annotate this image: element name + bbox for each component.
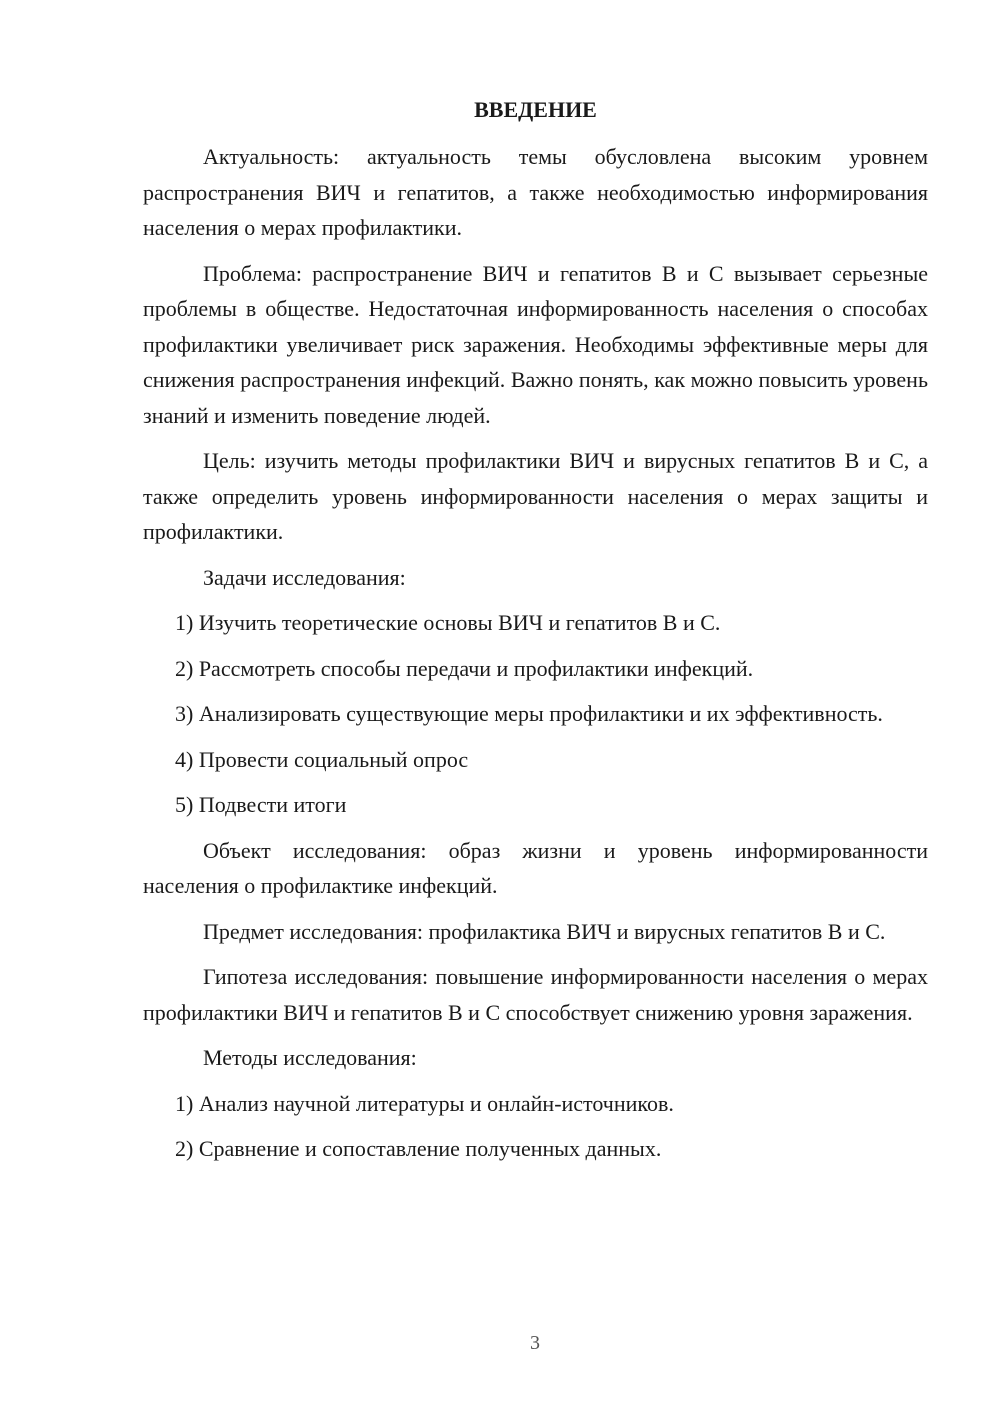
paragraph-goal: Цель: изучить методы профилактики ВИЧ и вирусных гепатитов B и C, а также определить уровень информированности населения о мерах защиты и профилактики. (143, 448, 928, 544)
task-item-5: 5) Подвести итоги (175, 792, 347, 817)
methods-title: Методы исследования: (203, 1045, 417, 1070)
page-number: 3 (530, 1332, 540, 1354)
page-title: ВВЕДЕНИЕ (474, 97, 597, 122)
paragraph-problem: Проблема: распространение ВИЧ и гепатитов B и C вызывает серьезные проблемы в обществе. Недостаточная информированность населения о способах профилактики увеличивает риск заражения. Необходимы эффективные меры для снижения распространения инфекций. Важно понять, как можно повысить уровень знаний и изменить поведение людей. (143, 260, 928, 428)
task-item-1: 1) Изучить теоретические основы ВИЧ и гепатитов B и C. (175, 610, 721, 635)
method-item-1: 1) Анализ научной литературы и онлайн-источников. (175, 1090, 674, 1116)
paragraph-subject: Предмет исследования: профилактика ВИЧ и вирусных гепатитов B и C. (203, 918, 886, 944)
paragraph-hypothesis: Гипотеза исследования: повышение информированности населения о мерах профилактики ВИЧ и гепатитов B и C способствует снижению уровня заражения. (143, 964, 928, 1025)
task-item-4: 4) Провести социальный опрос (175, 746, 469, 772)
document-page (143, 92, 928, 1177)
paragraph-object: Объект исследования: образ жизни и уровень информированности населения о профилактике инфекций. (143, 837, 928, 898)
task-item-2: 2) Рассмотреть способы передачи и профилактики инфекций. (175, 655, 754, 681)
task-item-3: 3) Анализировать существующие меры профилактики и их эффективность. (175, 701, 883, 726)
paragraph-relevance: Актуальность: актуальность темы обусловлена высоким уровнем распространения ВИЧ и гепатитов, а также необходимостью информирования населения о мерах профилактики. (143, 144, 928, 240)
method-item-2: 2) Сравнение и сопоставление полученных данных. (175, 1136, 662, 1161)
tasks-title: Задачи исследования: (203, 564, 406, 590)
